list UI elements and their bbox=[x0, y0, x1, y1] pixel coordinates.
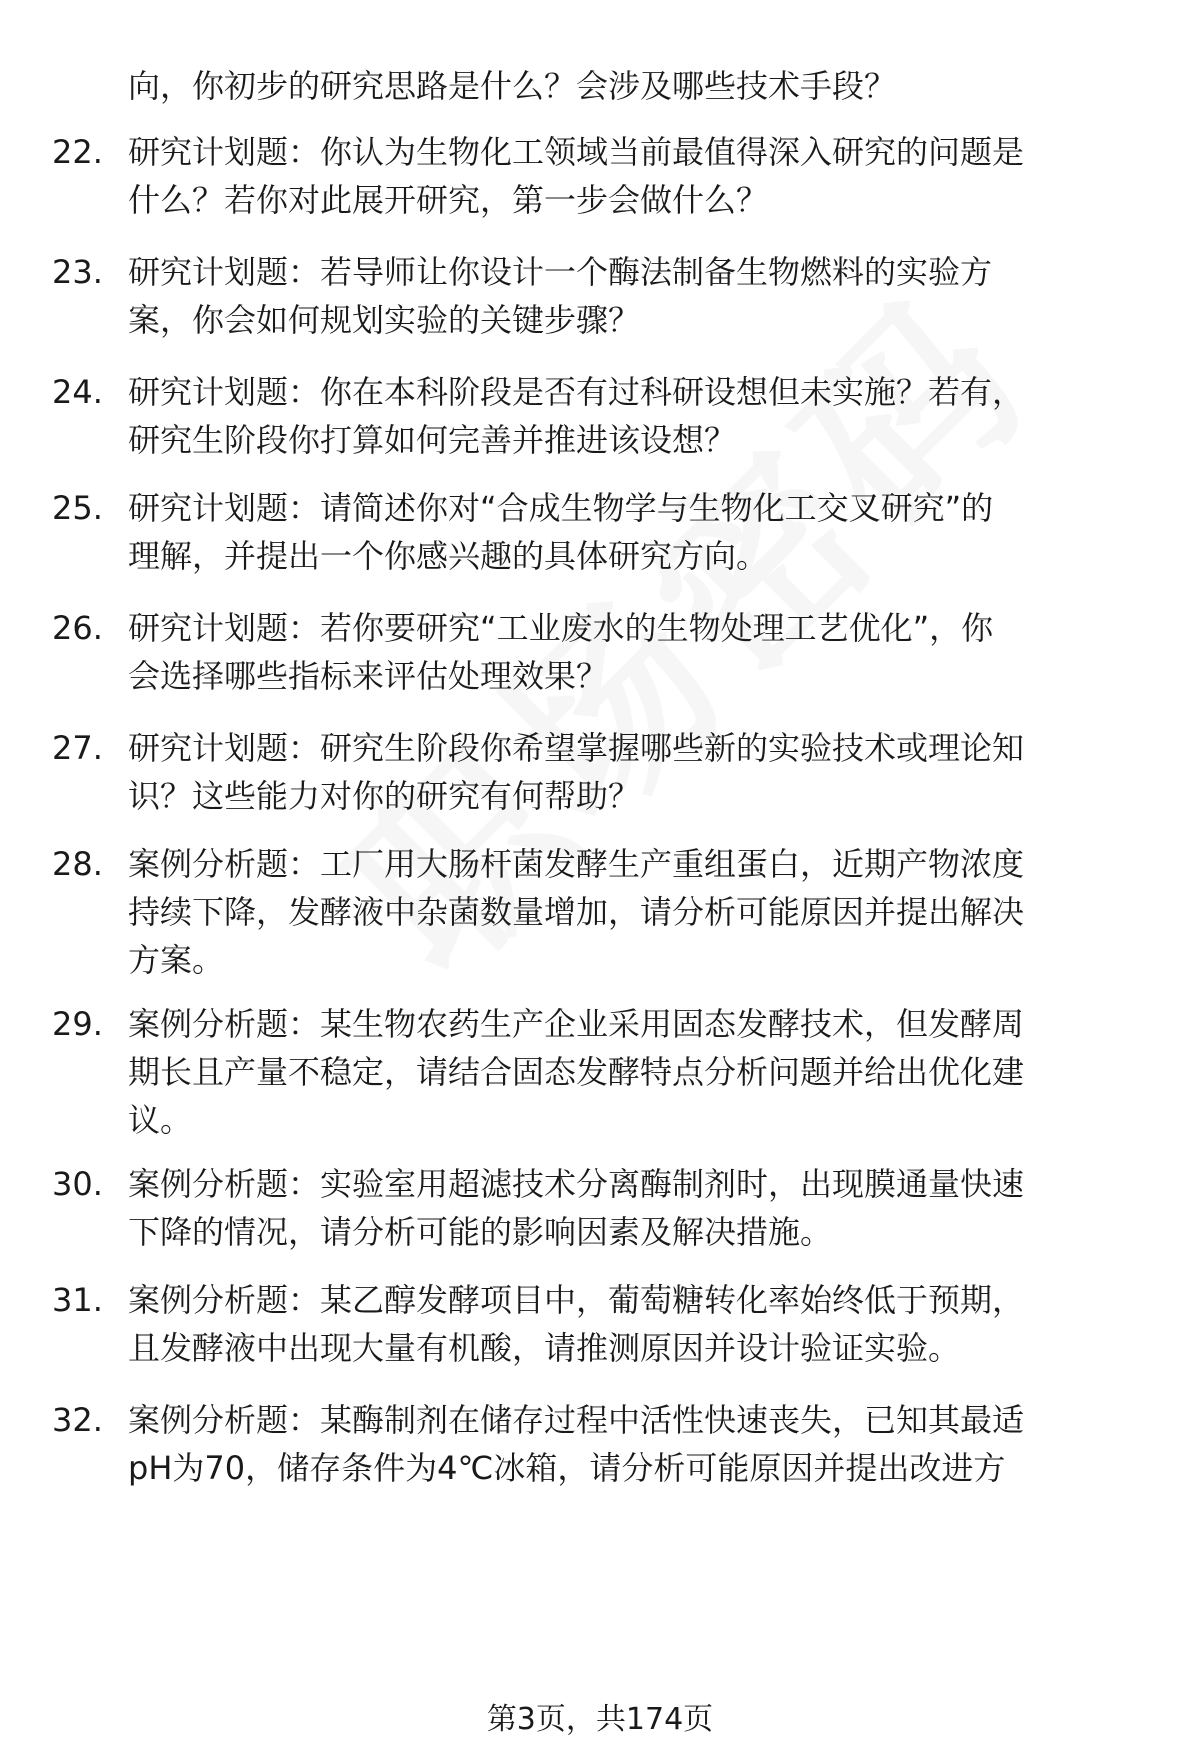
question-text-line: 持续下降，发酵液中杂菌数量增加，请分析可能原因并提出解决 bbox=[128, 893, 1025, 931]
question-text-line: 且发酵液中出现大量有机酸，请推测原因并设计验证实验。 bbox=[128, 1329, 961, 1367]
question-text-line: 案例分析题：实验室用超滤技术分离酶制剂时，出现膜通量快速 bbox=[128, 1165, 1025, 1203]
question-text-line: 案例分析题：工厂用大肠杆菌发酵生产重组蛋白，近期产物浓度 bbox=[128, 845, 1025, 883]
question-number: 28. bbox=[52, 845, 103, 883]
page-footer: 第3页，共174页 bbox=[486, 1702, 714, 1737]
question-text-line: 下降的情况，请分析可能的影响因素及解决措施。 bbox=[128, 1213, 833, 1251]
question-text-line: 期长且产量不稳定，请结合固态发酵特点分析问题并给出优化建 bbox=[128, 1053, 1025, 1091]
question-text bbox=[128, 248, 1138, 344]
question-number: 25. bbox=[52, 489, 103, 527]
question-text-line: 研究计划题：若导师让你设计一个酶法制备生物燃料的实验方 bbox=[128, 253, 993, 291]
question-text-line: 案例分析题：某酶制剂在储存过程中活性快速丧失，已知其最适 bbox=[128, 1401, 1025, 1439]
question-number: 26. bbox=[52, 609, 103, 647]
question-text-line: 研究计划题：若你要研究“工业废水的生物处理工艺优化”，你 bbox=[128, 609, 994, 647]
question-text bbox=[128, 484, 1138, 580]
question-text bbox=[128, 604, 1138, 700]
question-number: 27. bbox=[52, 729, 103, 767]
question-text bbox=[128, 1000, 1138, 1144]
question-text bbox=[128, 1160, 1138, 1256]
question-text bbox=[128, 840, 1138, 984]
question-text bbox=[128, 1276, 1138, 1372]
question-text-line: 研究计划题：你在本科阶段是否有过科研设想但未实施？若有， bbox=[128, 373, 1025, 411]
question-text bbox=[128, 368, 1138, 464]
question-number: 23. bbox=[52, 253, 103, 291]
question-text-line: 方案。 bbox=[128, 941, 225, 979]
question-text-line: 会选择哪些指标来评估处理效果？ bbox=[128, 657, 609, 695]
question-text bbox=[128, 724, 1138, 820]
question-text-line: 理解，并提出一个你感兴趣的具体研究方向。 bbox=[128, 537, 769, 575]
question-text-line: 案例分析题：某生物农药生产企业采用固态发酵技术，但发酵周 bbox=[128, 1005, 1025, 1043]
question-text-line: 研究计划题：你认为生物化工领域当前最值得深入研究的问题是 bbox=[128, 133, 1025, 171]
question-text-line: 识？这些能力对你的研究有何帮助？ bbox=[128, 777, 641, 815]
question-text-line: 研究生阶段你打算如何完善并推进该设想？ bbox=[128, 421, 737, 459]
question-number: 32. bbox=[52, 1401, 103, 1439]
continuation-line: 向，你初步的研究思路是什么？会涉及哪些技术手段？ bbox=[128, 67, 897, 105]
question-text-line: pH为70，储存条件为4℃冰箱，请分析可能原因并提出改进方 bbox=[128, 1449, 1006, 1487]
question-text bbox=[128, 128, 1138, 224]
question-number: 24. bbox=[52, 373, 103, 411]
question-number: 22. bbox=[52, 133, 103, 171]
question-text-line: 研究计划题：研究生阶段你希望掌握哪些新的实验技术或理论知 bbox=[128, 729, 1025, 767]
question-text-line: 什么？若你对此展开研究，第一步会做什么？ bbox=[128, 181, 769, 219]
question-text-line: 案例分析题：某乙醇发酵项目中，葡萄糖转化率始终低于预期， bbox=[128, 1281, 1025, 1319]
question-text-line: 研究计划题：请简述你对“合成生物学与生物化工交叉研究”的 bbox=[128, 489, 994, 527]
question-number: 30. bbox=[52, 1165, 103, 1203]
question-number: 29. bbox=[52, 1005, 103, 1043]
question-number: 31. bbox=[52, 1281, 103, 1319]
question-text-line: 案，你会如何规划实验的关键步骤？ bbox=[128, 301, 641, 339]
question-text bbox=[128, 1396, 1138, 1492]
question-text-line: 议。 bbox=[128, 1101, 193, 1139]
